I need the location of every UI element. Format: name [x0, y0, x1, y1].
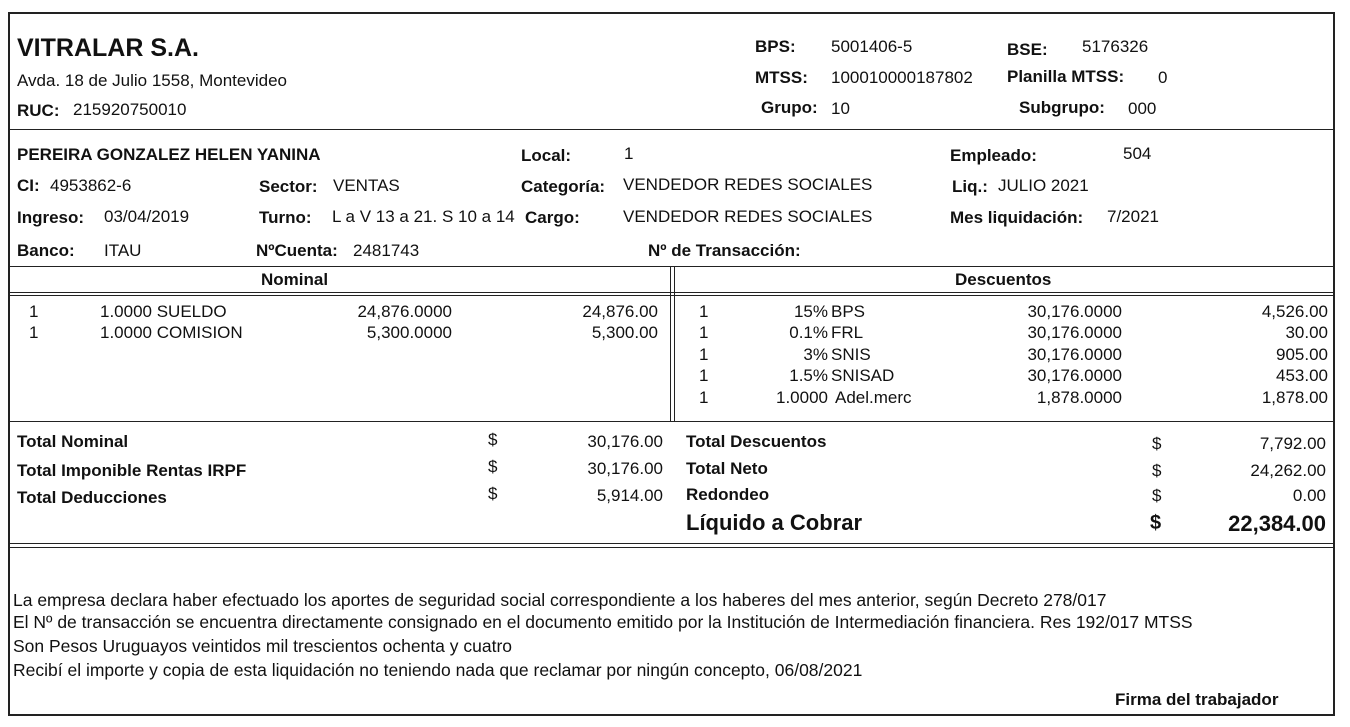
banco-label: Banco: — [17, 241, 75, 260]
nominal-qty: 1 — [29, 323, 39, 342]
descuento-base: 30,176.0000 — [1027, 366, 1122, 385]
transaccion-label: Nº de Transacción: — [648, 241, 801, 260]
descuento-rate: 1.0000 — [776, 388, 828, 407]
descuentos-header: Descuentos — [955, 270, 1052, 289]
local-value: 1 — [624, 144, 634, 163]
bse-value: 5176326 — [1082, 37, 1149, 56]
divider — [8, 129, 1335, 130]
categoria-value: VENDEDOR REDES SOCIALES — [623, 175, 873, 194]
column-divider — [670, 266, 671, 421]
descuento-concept: FRL — [831, 323, 864, 342]
nominal-concept: 1.0000 COMISION — [100, 323, 243, 342]
banco-value: ITAU — [104, 241, 142, 260]
descuento-base: 30,176.0000 — [1027, 302, 1122, 321]
liquido-value: 22,384.00 — [1228, 511, 1326, 536]
descuento-amount: 1,878.00 — [1261, 388, 1328, 407]
currency-symbol: $ — [1150, 512, 1162, 534]
nominal-amount: 24,876.00 — [582, 302, 658, 321]
descuento-base: 1,878.0000 — [1036, 388, 1122, 407]
descuento-amount: 4,526.00 — [1261, 302, 1328, 321]
liq-value: JULIO 2021 — [998, 176, 1089, 195]
total-nominal-value: 30,176.00 — [587, 432, 663, 451]
cuenta-label: NºCuenta: — [256, 241, 338, 260]
sector-value: VENTAS — [333, 176, 400, 195]
mes-liquidacion-label: Mes liquidación: — [950, 208, 1084, 227]
employee-name: PEREIRA GONZALEZ HELEN YANINA — [17, 145, 321, 164]
currency-symbol: $ — [1152, 486, 1162, 505]
currency-symbol: $ — [1152, 434, 1162, 453]
local-label: Local: — [521, 146, 572, 165]
descuento-rate: 3% — [803, 345, 828, 364]
descuento-base: 30,176.0000 — [1027, 323, 1122, 342]
nominal-qty: 1 — [29, 302, 39, 321]
mtss-label: MTSS: — [755, 68, 808, 87]
subgrupo-value: 000 — [1128, 99, 1157, 118]
turno-label: Turno: — [259, 208, 312, 227]
nominal-base: 5,300.0000 — [366, 323, 452, 342]
descuento-amount: 905.00 — [1276, 345, 1328, 364]
nominal-header: Nominal — [261, 270, 329, 289]
footer-declaration: La empresa declara haber efectuado los aportes de seguridad social correspondiente a los haberes del mes anterior, según Decreto 278/017 — [13, 590, 1107, 610]
total-descuentos-label: Total Descuentos — [686, 432, 827, 451]
liquido-label: Líquido a Cobrar — [686, 510, 862, 535]
ruc-value: 215920750010 — [73, 100, 187, 119]
planilla-label: Planilla MTSS: — [1007, 67, 1125, 86]
descuento-qty: 1 — [699, 302, 709, 321]
empleado-value: 504 — [1123, 144, 1152, 163]
currency-symbol: $ — [488, 484, 498, 503]
total-imponible-value: 30,176.00 — [587, 459, 663, 478]
ingreso-value: 03/04/2019 — [104, 207, 190, 226]
divider — [8, 543, 1335, 544]
ingreso-label: Ingreso: — [17, 208, 85, 227]
descuento-concept: SNIS — [831, 345, 871, 364]
liq-label: Liq.: — [952, 177, 988, 196]
cargo-label: Cargo: — [525, 208, 580, 227]
descuento-qty: 1 — [699, 366, 709, 385]
total-neto-label: Total Neto — [686, 459, 768, 478]
empleado-label: Empleado: — [950, 146, 1037, 165]
nominal-concept: 1.0000 SUELDO — [100, 302, 227, 321]
total-deducciones-label: Total Deducciones — [17, 488, 167, 507]
company-name: VITRALAR S.A. — [17, 34, 199, 62]
mes-liquidacion-value: 7/2021 — [1107, 207, 1159, 226]
descuento-rate: 15% — [793, 302, 828, 321]
categoria-label: Categoría: — [521, 177, 606, 196]
divider — [8, 292, 1335, 293]
bps-value: 5001406-5 — [831, 37, 913, 56]
descuento-qty: 1 — [699, 323, 709, 342]
total-deducciones-value: 5,914.00 — [596, 486, 663, 505]
descuento-rate: 1.5% — [789, 366, 828, 385]
sector-label: Sector: — [259, 177, 318, 196]
bps-label: BPS: — [755, 37, 796, 56]
ci-label: CI: — [17, 176, 40, 195]
cuenta-value: 2481743 — [353, 241, 420, 260]
ci-value: 4953862-6 — [50, 176, 132, 195]
signature-label: Firma del trabajador — [1115, 690, 1279, 709]
cargo-value: VENDEDOR REDES SOCIALES — [623, 207, 873, 226]
subgrupo-label: Subgrupo: — [1019, 98, 1105, 117]
column-divider — [674, 266, 675, 421]
planilla-value: 0 — [1158, 68, 1168, 87]
descuento-qty: 1 — [699, 388, 709, 407]
nominal-amount: 5,300.00 — [591, 323, 658, 342]
total-imponible-label: Total Imponible Rentas IRPF — [17, 461, 247, 480]
total-descuentos-value: 7,792.00 — [1259, 434, 1326, 453]
redondeo-value: 0.00 — [1292, 486, 1326, 505]
divider — [8, 266, 1335, 267]
footer-amount-words: Son Pesos Uruguayos veintidos mil trescientos ochenta y cuatro — [13, 636, 513, 656]
footer-transaction-note: El Nº de transacción se encuentra directamente consignado en el documento emitido por la Institución de Intermediación financiera. Res 192/017 MTSS — [13, 612, 1193, 632]
redondeo-label: Redondeo — [686, 485, 770, 504]
ruc-label: RUC: — [17, 101, 60, 120]
currency-symbol: $ — [488, 457, 498, 476]
bse-label: BSE: — [1007, 40, 1048, 59]
company-address: Avda. 18 de Julio 1558, Montevideo — [17, 71, 287, 90]
currency-symbol: $ — [1152, 461, 1162, 480]
grupo-value: 10 — [831, 99, 850, 118]
grupo-label: Grupo: — [761, 98, 818, 117]
nominal-base: 24,876.0000 — [357, 302, 452, 321]
mtss-value: 100010000187802 — [831, 68, 973, 87]
descuento-concept: Adel.merc — [835, 388, 912, 407]
descuento-rate: 0.1% — [789, 323, 828, 342]
total-neto-value: 24,262.00 — [1250, 461, 1326, 480]
descuento-concept: BPS — [831, 302, 866, 321]
turno-value: L a V 13 a 21. S 10 a 14 — [332, 207, 515, 226]
descuento-amount: 453.00 — [1276, 366, 1328, 385]
descuento-concept: SNISAD — [831, 366, 895, 385]
divider — [8, 547, 1335, 548]
total-nominal-label: Total Nominal — [17, 432, 129, 451]
currency-symbol: $ — [488, 430, 498, 449]
footer-receipt: Recibí el importe y copia de esta liquidación no teniendo nada que reclamar por ningún concepto, 06/08/2021 — [13, 660, 863, 680]
descuento-amount: 30.00 — [1285, 323, 1328, 342]
descuento-base: 30,176.0000 — [1027, 345, 1122, 364]
divider — [8, 295, 1335, 296]
descuento-qty: 1 — [699, 345, 709, 364]
divider — [8, 421, 1335, 422]
